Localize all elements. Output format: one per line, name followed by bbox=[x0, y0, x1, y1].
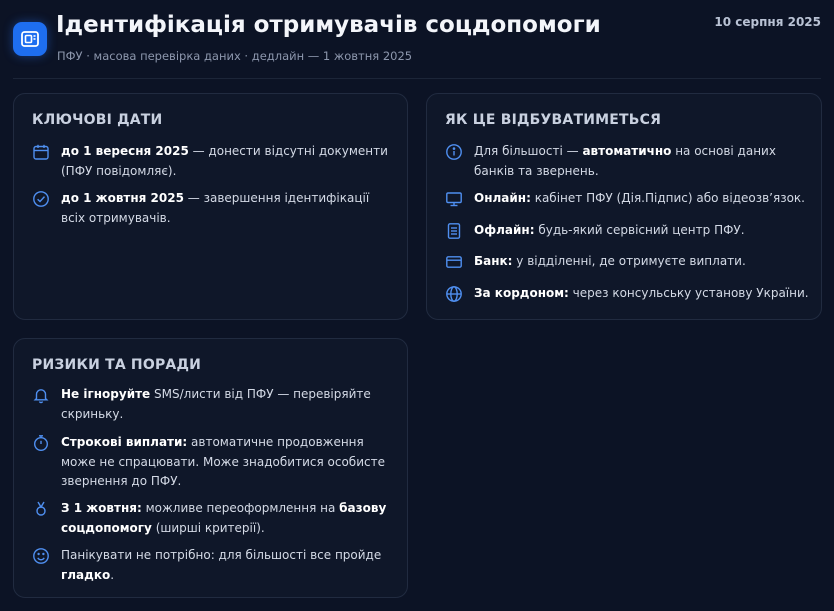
list-item-text: до 1 вересня 2025 — донести відсутні документи (ПФУ повідомляє). bbox=[61, 144, 388, 178]
page-title: Ідентифікація отримувачів соцдопомоги bbox=[56, 12, 601, 38]
bell-icon bbox=[32, 386, 50, 404]
check-circle-icon bbox=[32, 190, 50, 208]
id-card-icon bbox=[13, 22, 47, 56]
list-item-text: Банк: у відділенні, де отримуєте виплати. bbox=[474, 254, 746, 268]
list-item-text: За кордоном: через консульську установу України. bbox=[474, 286, 809, 300]
page-subtitle: ПФУ · масова перевірка даних · дедлайн — 1 жовтня 2025 bbox=[57, 49, 413, 63]
list-item-text: Офлайн: будь-який сервісний центр ПФУ. bbox=[474, 223, 745, 237]
key-dates-card bbox=[13, 93, 408, 320]
list-item-text: до 1 жовтня 2025 — завершення ідентифікації всіх отримувачів. bbox=[61, 191, 370, 225]
list-item-text: Панікувати не потрібно: для більшості все пройде гладко. bbox=[61, 548, 382, 582]
stopwatch-icon bbox=[32, 434, 50, 452]
medal-icon bbox=[32, 500, 50, 518]
bank-card-icon bbox=[445, 253, 463, 271]
header-divider bbox=[13, 78, 821, 79]
page-header bbox=[0, 0, 834, 78]
how-it-works-card bbox=[426, 93, 822, 320]
info-icon bbox=[445, 143, 463, 161]
document-icon bbox=[445, 222, 463, 240]
calendar-icon bbox=[32, 143, 50, 161]
risks-tips-card bbox=[13, 338, 408, 598]
globe-icon bbox=[445, 285, 463, 303]
card-title: ЯК ЦЕ ВІДБУВАТИМЕТЬСЯ bbox=[445, 112, 662, 128]
smile-icon bbox=[32, 547, 50, 565]
list-item-text: Для більшості — автоматично на основі даних банків та звернень. bbox=[474, 144, 776, 178]
list-item-text: Строкові виплати: автоматичне продовження може не спрацювати. Може знадобитися особисте звернення до ПФУ. bbox=[61, 435, 385, 488]
list-item-text: З 1 жовтня: можливе переоформлення на базову соцдопомогу (ширші критерії). bbox=[61, 501, 387, 535]
header-date: 10 серпня 2025 bbox=[714, 15, 821, 29]
list-item-text: Не ігноруйте SMS/листи від ПФУ — перевіряйте скриньку. bbox=[61, 387, 371, 421]
monitor-icon bbox=[445, 190, 463, 208]
list-item-text: Онлайн: кабінет ПФУ (Дія.Підпис) або відеозв’язок. bbox=[474, 191, 805, 205]
card-title: РИЗИКИ ТА ПОРАДИ bbox=[32, 357, 202, 373]
card-title: КЛЮЧОВІ ДАТИ bbox=[32, 112, 163, 128]
